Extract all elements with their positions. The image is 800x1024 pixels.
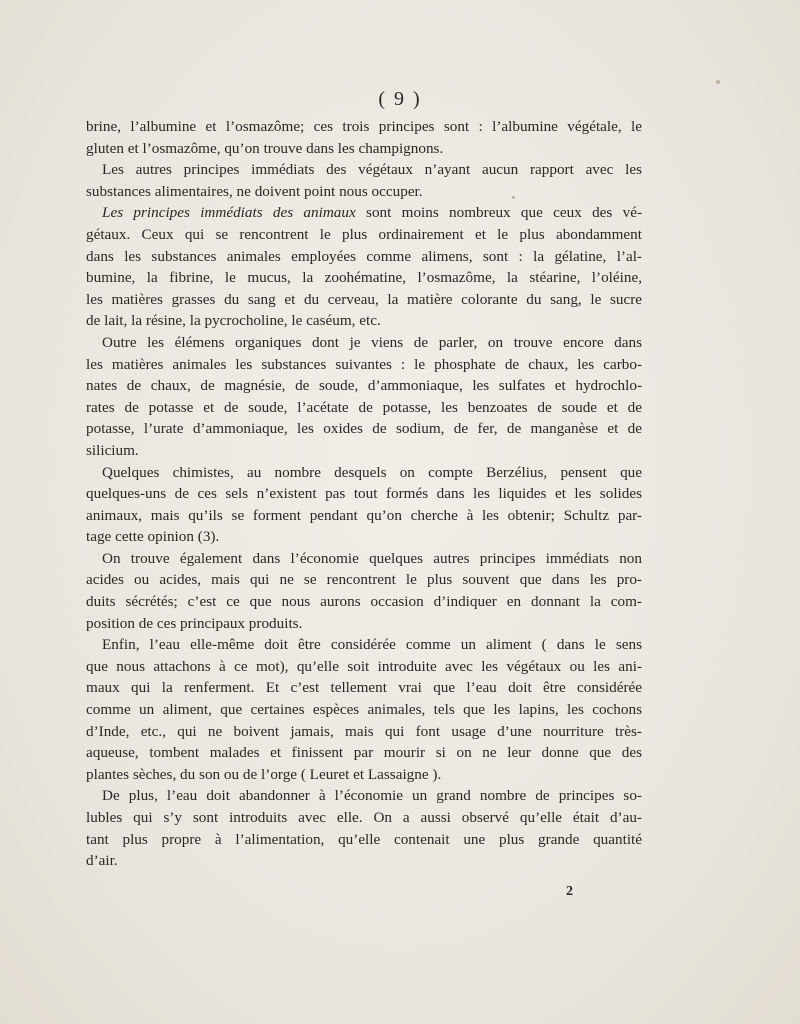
text-line: quelques-uns de ces sels n’existent pas tout formés dans les liquides et les solides <box>86 485 642 503</box>
text-line: Les autres principes immédiats des végétaux n’ayant aucun rapport avec les <box>102 161 642 179</box>
text-line: animaux, mais qu’ils se forment pendant qu’on cherche à les obtenir; Schultz par- <box>86 506 642 524</box>
text-line: tage cette opinion (3). <box>86 528 220 546</box>
text-line: d’air. <box>86 852 118 870</box>
text-line: silicium. <box>86 441 139 459</box>
text-line: On trouve également dans l’économie quelques autres principes immédiats non <box>102 549 642 567</box>
text-line: lubles qui s’y sont introduits avec elle. On a aussi observé qu’elle était d’au- <box>86 809 642 826</box>
text-line: d’Inde, etc., qui ne boivent jamais, mais qui font usage d’une nourriture très- <box>86 722 642 740</box>
text-line: De plus, l’eau doit abandonner à l’économie un grand nombre de principes so- <box>102 787 642 805</box>
text-line: dans les substances animales employées comme alimens, sont : la gélatine, l’al- <box>86 247 642 265</box>
page-number: ( 9 ) <box>378 88 422 110</box>
signature-mark: 2 <box>566 884 573 899</box>
text-line: duits sécrétés; c’est ce que nous aurons occasion d’indiquer en donnant la com- <box>86 593 642 611</box>
text-line <box>86 202 642 224</box>
text-line: tant plus propre à l’alimentation, qu’elle contenait une plus grande quantité <box>86 830 642 848</box>
text-line: Quelques chimistes, au nombre desquels on compte Berzélius, pensent que <box>102 463 642 481</box>
body-text <box>86 116 642 872</box>
italic-phrase: Les principes immédiats des animaux <box>102 204 356 222</box>
text-line: substances alimentaires, ne doivent point nous occuper. <box>86 182 423 200</box>
text-line: bumine, la fibrine, le mucus, la zoohématine, l’osmazôme, la stéarine, l’oléine, <box>86 269 642 287</box>
text-line: Enfin, l’eau elle-même doit être considérée comme un aliment ( dans le sens <box>102 636 642 654</box>
text-line: brine, l’albumine et l’osmazôme; ces trois principes sont : l’albumine végétale, le <box>86 118 642 135</box>
text-line: de lait, la résine, la pycrocholine, le caséum, etc. <box>86 312 381 330</box>
text-line: aqueuse, tombent malades et finissent par mourir si on ne leur donne que des <box>86 744 642 762</box>
text-line: les matières animales les substances suivantes : le phosphate de chaux, les carbo- <box>86 355 642 373</box>
text-line: rates de potasse et de soude, l’acétate de potasse, les benzoates de soude et de <box>86 398 642 416</box>
text-line: potasse, l’urate d’ammoniaque, les oxides de sodium, de fer, de manganèse et de <box>86 420 642 438</box>
paper-speck <box>716 80 720 84</box>
text-line: les matières grasses du sang et du cerveau, la matière colorante du sang, le sucre <box>86 290 642 308</box>
text-line-rest: sont moins nombreux que ceux des vé- <box>355 204 642 222</box>
text-line: Outre les élémens organiques dont je viens de parler, on trouve encore dans <box>102 333 642 351</box>
text-line: que nous attachons à ce mot), qu’elle soit introduite avec les végétaux ou les ani- <box>86 657 642 675</box>
text-line: gluten et l’osmazôme, qu’on trouve dans les champignons. <box>86 139 444 157</box>
text-line: acides ou acides, mais qui ne se rencontrent le plus souvent que dans les pro- <box>86 571 642 589</box>
text-line: position de ces principaux produits. <box>86 614 303 632</box>
text-line: plantes sèches, du son ou de l’orge ( Leuret et Lassaigne ). <box>86 765 442 783</box>
text-line: maux qui la renferment. Et c’est tellement vrai que l’eau doit être considérée <box>86 679 642 697</box>
text-line: nates de chaux, de magnésie, de soude, d’ammoniaque, les sulfates et hydrochlo- <box>86 377 642 395</box>
text-line: comme un aliment, que certaines espèces animales, tels que les lapins, les cochons <box>86 701 642 719</box>
text-line: gétaux. Ceux qui se rencontrent le plus ordinairement et le plus abondamment <box>86 225 642 243</box>
